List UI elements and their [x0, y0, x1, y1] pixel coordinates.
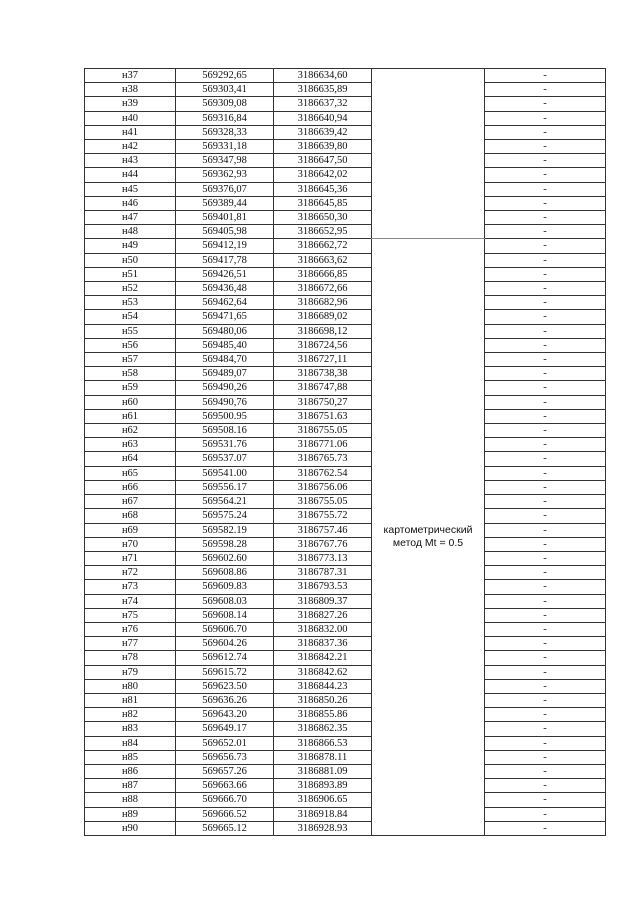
x-coordinate-cell: 569652.01: [176, 736, 274, 750]
x-coordinate-cell: 569575.24: [176, 509, 274, 523]
point-name-cell: н48: [85, 225, 176, 239]
note-cell: -: [485, 466, 606, 480]
x-coordinate-cell: 569623.50: [176, 679, 274, 693]
note-cell: -: [485, 168, 606, 182]
y-coordinate-cell: 3186832.00: [274, 622, 372, 636]
table-row: [85, 111, 606, 125]
note-cell: -: [485, 310, 606, 324]
table-row: [85, 438, 606, 452]
note-cell: -: [485, 693, 606, 707]
point-name-cell: н57: [85, 353, 176, 367]
y-coordinate-cell: 3186893.89: [274, 779, 372, 793]
y-coordinate-cell: 3186689,02: [274, 310, 372, 324]
x-coordinate-cell: 569612.74: [176, 651, 274, 665]
y-coordinate-cell: 3186727,11: [274, 353, 372, 367]
x-coordinate-cell: 569490,26: [176, 381, 274, 395]
table-row: [85, 395, 606, 409]
y-coordinate-cell: 3186762.54: [274, 466, 372, 480]
point-name-cell: н56: [85, 338, 176, 352]
coordinates-table: [84, 68, 606, 836]
note-cell: -: [485, 495, 606, 509]
point-name-cell: н39: [85, 97, 176, 111]
table-row: [85, 523, 606, 537]
x-coordinate-cell: 569376,07: [176, 182, 274, 196]
point-name-cell: н43: [85, 154, 176, 168]
note-cell: -: [485, 338, 606, 352]
table-row: [85, 97, 606, 111]
table-row: [85, 537, 606, 551]
table-row: [85, 452, 606, 466]
y-coordinate-cell: 3186647,50: [274, 154, 372, 168]
y-coordinate-cell: 3186765.73: [274, 452, 372, 466]
point-name-cell: н47: [85, 211, 176, 225]
table-row: [85, 125, 606, 139]
point-name-cell: н79: [85, 665, 176, 679]
point-name-cell: н37: [85, 69, 176, 83]
note-cell: -: [485, 537, 606, 551]
table-row: [85, 140, 606, 154]
table-row: [85, 793, 606, 807]
table-row: [85, 637, 606, 651]
y-coordinate-cell: 3186635,89: [274, 83, 372, 97]
y-coordinate-cell: 3186642,02: [274, 168, 372, 182]
table-row: [85, 722, 606, 736]
table-row: [85, 239, 606, 253]
x-coordinate-cell: 569508.16: [176, 424, 274, 438]
x-coordinate-cell: 569500.95: [176, 409, 274, 423]
point-name-cell: н46: [85, 196, 176, 210]
method-label-line2: метод Mt = 0.5: [392, 537, 464, 550]
y-coordinate-cell: 3186640,94: [274, 111, 372, 125]
y-coordinate-cell: 3186637,32: [274, 97, 372, 111]
point-name-cell: н78: [85, 651, 176, 665]
point-name-cell: н68: [85, 509, 176, 523]
point-name-cell: н55: [85, 324, 176, 338]
table-row: [85, 566, 606, 580]
y-coordinate-cell: 3186756.06: [274, 480, 372, 494]
note-cell: -: [485, 253, 606, 267]
table-row: [85, 253, 606, 267]
coordinates-table-body: [85, 69, 606, 836]
note-cell: -: [485, 580, 606, 594]
x-coordinate-cell: 569666.70: [176, 793, 274, 807]
x-coordinate-cell: 569564.21: [176, 495, 274, 509]
table-row: [85, 282, 606, 296]
point-name-cell: н52: [85, 282, 176, 296]
note-cell: -: [485, 679, 606, 693]
point-name-cell: н44: [85, 168, 176, 182]
table-row: [85, 509, 606, 523]
y-coordinate-cell: 3186767.76: [274, 537, 372, 551]
x-coordinate-cell: 569615.72: [176, 665, 274, 679]
note-cell: -: [485, 665, 606, 679]
table-row: [85, 182, 606, 196]
note-cell: -: [485, 764, 606, 778]
x-coordinate-cell: 569608.14: [176, 608, 274, 622]
table-row: [85, 580, 606, 594]
point-name-cell: н61: [85, 409, 176, 423]
table-row: [85, 480, 606, 494]
x-coordinate-cell: 569643.20: [176, 708, 274, 722]
y-coordinate-cell: 3186757.46: [274, 523, 372, 537]
y-coordinate-cell: 3186639,42: [274, 125, 372, 139]
point-name-cell: н85: [85, 750, 176, 764]
point-name-cell: н67: [85, 495, 176, 509]
table-row: [85, 324, 606, 338]
note-cell: -: [485, 523, 606, 537]
x-coordinate-cell: 569328,33: [176, 125, 274, 139]
x-coordinate-cell: 569485,40: [176, 338, 274, 352]
x-coordinate-cell: 569609.83: [176, 580, 274, 594]
table-row: [85, 622, 606, 636]
point-name-cell: н51: [85, 267, 176, 281]
x-coordinate-cell: 569309,08: [176, 97, 274, 111]
note-cell: -: [485, 821, 606, 835]
y-coordinate-cell: 3186645,36: [274, 182, 372, 196]
x-coordinate-cell: 569556.17: [176, 480, 274, 494]
point-name-cell: н65: [85, 466, 176, 480]
note-cell: -: [485, 140, 606, 154]
x-coordinate-cell: 569602.60: [176, 551, 274, 565]
y-coordinate-cell: 3186663,62: [274, 253, 372, 267]
x-coordinate-cell: 569489,07: [176, 367, 274, 381]
point-name-cell: н82: [85, 708, 176, 722]
point-name-cell: н73: [85, 580, 176, 594]
x-coordinate-cell: 569608.86: [176, 566, 274, 580]
note-cell: -: [485, 69, 606, 83]
point-name-cell: н64: [85, 452, 176, 466]
x-coordinate-cell: 569537.07: [176, 452, 274, 466]
x-coordinate-cell: 569426,51: [176, 267, 274, 281]
point-name-cell: н84: [85, 736, 176, 750]
y-coordinate-cell: 3186842.62: [274, 665, 372, 679]
table-row: [85, 665, 606, 679]
table-row: [85, 381, 606, 395]
y-coordinate-cell: 3186755.05: [274, 424, 372, 438]
table-row: [85, 83, 606, 97]
note-cell: -: [485, 353, 606, 367]
point-name-cell: н70: [85, 537, 176, 551]
x-coordinate-cell: 569531.76: [176, 438, 274, 452]
point-name-cell: н58: [85, 367, 176, 381]
table-row: [85, 409, 606, 423]
x-coordinate-cell: 569657.26: [176, 764, 274, 778]
x-coordinate-cell: 569362,93: [176, 168, 274, 182]
note-cell: -: [485, 807, 606, 821]
point-name-cell: н49: [85, 239, 176, 253]
x-coordinate-cell: 569666.52: [176, 807, 274, 821]
y-coordinate-cell: 3186755.72: [274, 509, 372, 523]
y-coordinate-cell: 3186809.37: [274, 594, 372, 608]
point-name-cell: н53: [85, 296, 176, 310]
note-cell: -: [485, 367, 606, 381]
y-coordinate-cell: 3186793.53: [274, 580, 372, 594]
table-row: [85, 168, 606, 182]
y-coordinate-cell: 3186771.06: [274, 438, 372, 452]
note-cell: -: [485, 409, 606, 423]
x-coordinate-cell: 569480,06: [176, 324, 274, 338]
table-row: [85, 154, 606, 168]
note-cell: -: [485, 211, 606, 225]
y-coordinate-cell: 3186850.26: [274, 693, 372, 707]
y-coordinate-cell: 3186747,88: [274, 381, 372, 395]
x-coordinate-cell: 569636.26: [176, 693, 274, 707]
point-name-cell: н81: [85, 693, 176, 707]
note-cell: -: [485, 296, 606, 310]
point-name-cell: н69: [85, 523, 176, 537]
y-coordinate-cell: 3186844.23: [274, 679, 372, 693]
note-cell: -: [485, 452, 606, 466]
y-coordinate-cell: 3186724,56: [274, 338, 372, 352]
note-cell: -: [485, 736, 606, 750]
point-name-cell: н62: [85, 424, 176, 438]
y-coordinate-cell: 3186827.26: [274, 608, 372, 622]
table-row: [85, 211, 606, 225]
note-cell: -: [485, 622, 606, 636]
note-cell: -: [485, 566, 606, 580]
x-coordinate-cell: 569303,41: [176, 83, 274, 97]
point-name-cell: н38: [85, 83, 176, 97]
y-coordinate-cell: 3186906.65: [274, 793, 372, 807]
table-row: [85, 310, 606, 324]
method-label-line1: картометрический: [383, 524, 473, 536]
x-coordinate-cell: 569484,70: [176, 353, 274, 367]
x-coordinate-cell: 569649.17: [176, 722, 274, 736]
point-name-cell: н77: [85, 637, 176, 651]
table-row: [85, 807, 606, 821]
x-coordinate-cell: 569608.03: [176, 594, 274, 608]
table-row: [85, 196, 606, 210]
note-cell: -: [485, 239, 606, 253]
point-name-cell: н87: [85, 779, 176, 793]
point-name-cell: н74: [85, 594, 176, 608]
note-cell: -: [485, 793, 606, 807]
note-cell: -: [485, 125, 606, 139]
note-cell: -: [485, 324, 606, 338]
point-name-cell: н50: [85, 253, 176, 267]
point-name-cell: н80: [85, 679, 176, 693]
y-coordinate-cell: 3186645,85: [274, 196, 372, 210]
point-name-cell: н59: [85, 381, 176, 395]
x-coordinate-cell: 569436,48: [176, 282, 274, 296]
y-coordinate-cell: 3186751.63: [274, 409, 372, 423]
note-cell: -: [485, 182, 606, 196]
table-row: [85, 466, 606, 480]
table-row: [85, 764, 606, 778]
note-cell: -: [485, 551, 606, 565]
x-coordinate-cell: 569417,78: [176, 253, 274, 267]
y-coordinate-cell: 3186918.84: [274, 807, 372, 821]
note-cell: -: [485, 779, 606, 793]
x-coordinate-cell: 569490,76: [176, 395, 274, 409]
x-coordinate-cell: 569347,98: [176, 154, 274, 168]
y-coordinate-cell: 3186682,96: [274, 296, 372, 310]
point-name-cell: н41: [85, 125, 176, 139]
note-cell: -: [485, 97, 606, 111]
x-coordinate-cell: 569412,19: [176, 239, 274, 253]
x-coordinate-cell: 569471,65: [176, 310, 274, 324]
table-row: [85, 367, 606, 381]
table-row: [85, 679, 606, 693]
point-name-cell: н71: [85, 551, 176, 565]
note-cell: -: [485, 438, 606, 452]
x-coordinate-cell: 569292,65: [176, 69, 274, 83]
point-name-cell: н89: [85, 807, 176, 821]
table-row: [85, 693, 606, 707]
point-name-cell: н83: [85, 722, 176, 736]
table-row: [85, 296, 606, 310]
x-coordinate-cell: 569389,44: [176, 196, 274, 210]
x-coordinate-cell: 569541.00: [176, 466, 274, 480]
y-coordinate-cell: 3186878.11: [274, 750, 372, 764]
note-cell: -: [485, 637, 606, 651]
y-coordinate-cell: 3186698,12: [274, 324, 372, 338]
x-coordinate-cell: 569331,18: [176, 140, 274, 154]
point-name-cell: н76: [85, 622, 176, 636]
point-name-cell: н90: [85, 821, 176, 835]
note-cell: -: [485, 282, 606, 296]
table-row: [85, 594, 606, 608]
method-cell: [372, 239, 485, 836]
x-coordinate-cell: 569582.19: [176, 523, 274, 537]
y-coordinate-cell: 3186650,30: [274, 211, 372, 225]
table-row: [85, 353, 606, 367]
point-name-cell: н60: [85, 395, 176, 409]
note-cell: -: [485, 509, 606, 523]
y-coordinate-cell: 3186787.31: [274, 566, 372, 580]
table-row: [85, 750, 606, 764]
table-row: [85, 225, 606, 239]
table-row: [85, 551, 606, 565]
table-row: [85, 424, 606, 438]
y-coordinate-cell: 3186755.05: [274, 495, 372, 509]
note-cell: -: [485, 708, 606, 722]
point-name-cell: н75: [85, 608, 176, 622]
y-coordinate-cell: 3186666,85: [274, 267, 372, 281]
x-coordinate-cell: 569598.28: [176, 537, 274, 551]
note-cell: -: [485, 722, 606, 736]
point-name-cell: н54: [85, 310, 176, 324]
x-coordinate-cell: 569401,81: [176, 211, 274, 225]
table-row: [85, 651, 606, 665]
table-row: [85, 495, 606, 509]
y-coordinate-cell: 3186662,72: [274, 239, 372, 253]
point-name-cell: н45: [85, 182, 176, 196]
note-cell: -: [485, 267, 606, 281]
x-coordinate-cell: 569604.26: [176, 637, 274, 651]
note-cell: -: [485, 395, 606, 409]
note-cell: -: [485, 651, 606, 665]
point-name-cell: н40: [85, 111, 176, 125]
y-coordinate-cell: 3186855.86: [274, 708, 372, 722]
table-row: [85, 708, 606, 722]
point-name-cell: н66: [85, 480, 176, 494]
y-coordinate-cell: 3186738,38: [274, 367, 372, 381]
x-coordinate-cell: 569663.66: [176, 779, 274, 793]
y-coordinate-cell: 3186928.93: [274, 821, 372, 835]
note-cell: -: [485, 424, 606, 438]
table-row: [85, 736, 606, 750]
table-row: [85, 821, 606, 835]
note-cell: -: [485, 480, 606, 494]
point-name-cell: н72: [85, 566, 176, 580]
y-coordinate-cell: 3186639,80: [274, 140, 372, 154]
table-row: [85, 69, 606, 83]
y-coordinate-cell: 3186634,60: [274, 69, 372, 83]
note-cell: -: [485, 154, 606, 168]
y-coordinate-cell: 3186837.36: [274, 637, 372, 651]
note-cell: -: [485, 381, 606, 395]
x-coordinate-cell: 569606.70: [176, 622, 274, 636]
note-cell: -: [485, 594, 606, 608]
x-coordinate-cell: 569656.73: [176, 750, 274, 764]
y-coordinate-cell: 3186672,66: [274, 282, 372, 296]
table-row: [85, 608, 606, 622]
note-cell: -: [485, 196, 606, 210]
y-coordinate-cell: 3186652,95: [274, 225, 372, 239]
point-name-cell: н42: [85, 140, 176, 154]
note-cell: -: [485, 111, 606, 125]
x-coordinate-cell: 569462,64: [176, 296, 274, 310]
y-coordinate-cell: 3186862.35: [274, 722, 372, 736]
table-row: [85, 267, 606, 281]
y-coordinate-cell: 3186881.09: [274, 764, 372, 778]
point-name-cell: н86: [85, 764, 176, 778]
x-coordinate-cell: 569316,84: [176, 111, 274, 125]
y-coordinate-cell: 3186866.53: [274, 736, 372, 750]
point-name-cell: н88: [85, 793, 176, 807]
note-cell: -: [485, 83, 606, 97]
table-row: [85, 338, 606, 352]
point-name-cell: н63: [85, 438, 176, 452]
x-coordinate-cell: 569665.12: [176, 821, 274, 835]
y-coordinate-cell: 3186842.21: [274, 651, 372, 665]
y-coordinate-cell: 3186750,27: [274, 395, 372, 409]
x-coordinate-cell: 569405,98: [176, 225, 274, 239]
table-row: [85, 779, 606, 793]
y-coordinate-cell: 3186773.13: [274, 551, 372, 565]
note-cell: -: [485, 225, 606, 239]
method-cell-upper: [372, 69, 485, 239]
note-cell: -: [485, 750, 606, 764]
note-cell: -: [485, 608, 606, 622]
